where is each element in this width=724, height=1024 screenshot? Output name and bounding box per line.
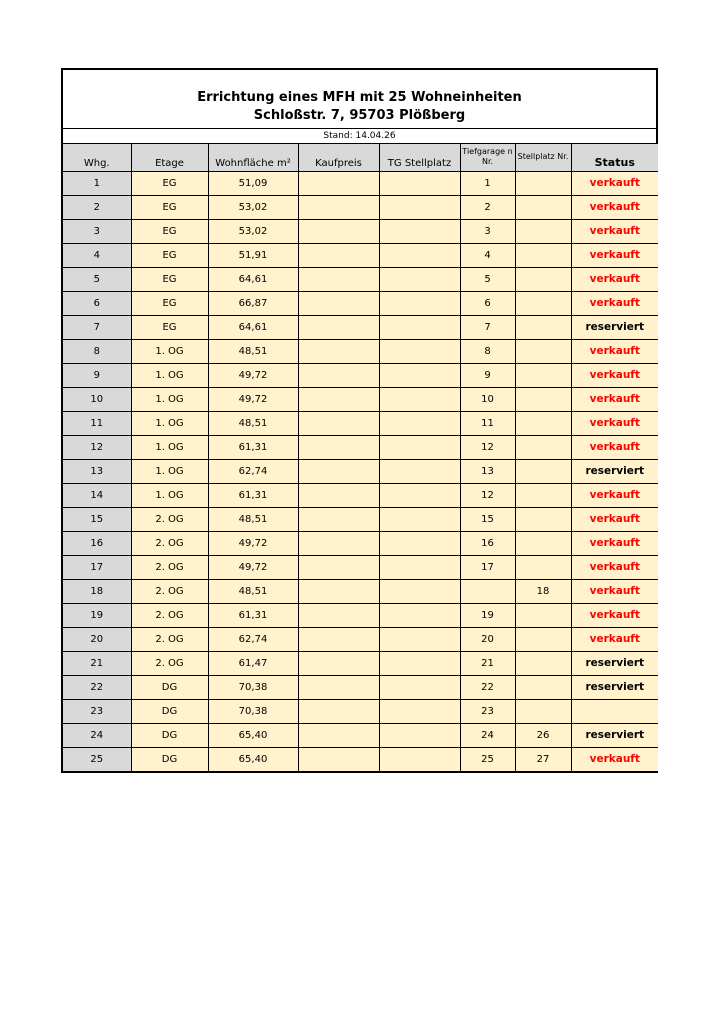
cell-wohnflaeche: 48,51 [208, 411, 298, 435]
table-row [63, 291, 658, 315]
cell-etage: 1. OG [131, 363, 208, 387]
table-row [63, 171, 658, 195]
table-row [63, 579, 658, 603]
cell-stellplatz-nr: 27 [515, 747, 571, 771]
cell-etage: DG [131, 675, 208, 699]
table-row [63, 195, 658, 219]
cell-status: reserviert [571, 651, 658, 675]
cell-tiefgarage-nr: 11 [460, 411, 515, 435]
cell-tiefgarage-nr: 13 [460, 459, 515, 483]
table-row [63, 267, 658, 291]
cell-kaufpreis [298, 459, 379, 483]
table-row [63, 411, 658, 435]
cell-tiefgarage-nr: 10 [460, 387, 515, 411]
cell-etage: EG [131, 219, 208, 243]
cell-wohnflaeche: 49,72 [208, 363, 298, 387]
cell-tg-stellplatz [379, 195, 460, 219]
cell-wohnflaeche: 51,91 [208, 243, 298, 267]
cell-wohnflaeche: 61,31 [208, 603, 298, 627]
cell-stellplatz-nr [515, 627, 571, 651]
cell-kaufpreis [298, 579, 379, 603]
cell-kaufpreis [298, 267, 379, 291]
cell-etage: 2. OG [131, 627, 208, 651]
cell-status: verkauft [571, 747, 658, 771]
cell-etage: 1. OG [131, 411, 208, 435]
cell-kaufpreis [298, 363, 379, 387]
col-header-status: Status [571, 144, 658, 171]
cell-etage: EG [131, 315, 208, 339]
cell-tg-stellplatz [379, 555, 460, 579]
cell-stellplatz-nr [515, 531, 571, 555]
cell-kaufpreis [298, 387, 379, 411]
cell-tg-stellplatz [379, 387, 460, 411]
cell-tg-stellplatz [379, 603, 460, 627]
cell-wohnflaeche: 65,40 [208, 723, 298, 747]
cell-etage: EG [131, 243, 208, 267]
cell-tiefgarage-nr: 7 [460, 315, 515, 339]
cell-wohnflaeche: 53,02 [208, 195, 298, 219]
cell-stellplatz-nr [515, 699, 571, 723]
cell-wohnflaeche: 62,74 [208, 627, 298, 651]
cell-kaufpreis [298, 531, 379, 555]
table-row [63, 459, 658, 483]
cell-kaufpreis [298, 675, 379, 699]
cell-tg-stellplatz [379, 363, 460, 387]
cell-whg: 24 [63, 723, 131, 747]
cell-status: verkauft [571, 219, 658, 243]
table-row [63, 723, 658, 747]
cell-tiefgarage-nr: 9 [460, 363, 515, 387]
cell-stellplatz-nr [515, 339, 571, 363]
cell-whg: 7 [63, 315, 131, 339]
cell-whg: 21 [63, 651, 131, 675]
cell-status: verkauft [571, 171, 658, 195]
table-row [63, 651, 658, 675]
cell-etage: EG [131, 171, 208, 195]
cell-tg-stellplatz [379, 411, 460, 435]
cell-whg: 9 [63, 363, 131, 387]
cell-whg: 1 [63, 171, 131, 195]
cell-whg: 13 [63, 459, 131, 483]
cell-whg: 12 [63, 435, 131, 459]
cell-tg-stellplatz [379, 699, 460, 723]
cell-tiefgarage-nr: 5 [460, 267, 515, 291]
cell-kaufpreis [298, 219, 379, 243]
cell-status: verkauft [571, 243, 658, 267]
cell-kaufpreis [298, 699, 379, 723]
cell-tg-stellplatz [379, 243, 460, 267]
cell-status: reserviert [571, 723, 658, 747]
col-header-kaufpreis: Kaufpreis [298, 144, 379, 171]
cell-tiefgarage-nr: 16 [460, 531, 515, 555]
table-row [63, 507, 658, 531]
table-row [63, 339, 658, 363]
cell-tiefgarage-nr: 21 [460, 651, 515, 675]
cell-kaufpreis [298, 291, 379, 315]
cell-status: verkauft [571, 483, 658, 507]
cell-kaufpreis [298, 747, 379, 771]
cell-status: verkauft [571, 387, 658, 411]
cell-stellplatz-nr [515, 315, 571, 339]
cell-wohnflaeche: 64,61 [208, 315, 298, 339]
cell-status: reserviert [571, 315, 658, 339]
cell-stellplatz-nr [515, 507, 571, 531]
cell-whg: 6 [63, 291, 131, 315]
cell-tiefgarage-nr: 8 [460, 339, 515, 363]
cell-tiefgarage-nr: 4 [460, 243, 515, 267]
cell-tiefgarage-nr: 2 [460, 195, 515, 219]
col-header-tg-stellplatz: TG Stellplatz [379, 144, 460, 171]
col-header-stellplatz-nr: Stellplatz Nr. [515, 144, 571, 171]
cell-whg: 15 [63, 507, 131, 531]
cell-whg: 16 [63, 531, 131, 555]
cell-tg-stellplatz [379, 219, 460, 243]
table-header-row [63, 144, 658, 171]
cell-tiefgarage-nr: 3 [460, 219, 515, 243]
stand-date: Stand: 14.04.26 [63, 129, 656, 144]
cell-stellplatz-nr [515, 267, 571, 291]
cell-wohnflaeche: 70,38 [208, 699, 298, 723]
title-block [63, 70, 656, 129]
cell-tg-stellplatz [379, 339, 460, 363]
table-row [63, 243, 658, 267]
cell-etage: EG [131, 195, 208, 219]
cell-tiefgarage-nr: 17 [460, 555, 515, 579]
price-list-sheet [61, 68, 658, 773]
cell-wohnflaeche: 65,40 [208, 747, 298, 771]
cell-wohnflaeche: 48,51 [208, 507, 298, 531]
cell-kaufpreis [298, 339, 379, 363]
cell-tg-stellplatz [379, 651, 460, 675]
cell-wohnflaeche: 51,09 [208, 171, 298, 195]
table-row [63, 699, 658, 723]
cell-etage: 2. OG [131, 651, 208, 675]
table-row [63, 747, 658, 771]
cell-kaufpreis [298, 195, 379, 219]
cell-status [571, 699, 658, 723]
cell-stellplatz-nr [515, 435, 571, 459]
cell-stellplatz-nr [515, 603, 571, 627]
cell-whg: 2 [63, 195, 131, 219]
cell-tg-stellplatz [379, 171, 460, 195]
cell-kaufpreis [298, 651, 379, 675]
cell-tiefgarage-nr: 15 [460, 507, 515, 531]
cell-etage: DG [131, 723, 208, 747]
cell-tg-stellplatz [379, 459, 460, 483]
cell-stellplatz-nr [515, 459, 571, 483]
cell-status: verkauft [571, 555, 658, 579]
cell-tiefgarage-nr [460, 579, 515, 603]
cell-wohnflaeche: 48,51 [208, 339, 298, 363]
cell-tg-stellplatz [379, 507, 460, 531]
cell-whg: 22 [63, 675, 131, 699]
cell-whg: 10 [63, 387, 131, 411]
cell-etage: DG [131, 747, 208, 771]
cell-status: reserviert [571, 459, 658, 483]
cell-stellplatz-nr [515, 219, 571, 243]
cell-tg-stellplatz [379, 531, 460, 555]
cell-stellplatz-nr [515, 291, 571, 315]
cell-tiefgarage-nr: 20 [460, 627, 515, 651]
cell-stellplatz-nr [515, 411, 571, 435]
cell-stellplatz-nr [515, 651, 571, 675]
cell-tg-stellplatz [379, 627, 460, 651]
cell-whg: 18 [63, 579, 131, 603]
cell-etage: 2. OG [131, 507, 208, 531]
cell-etage: 1. OG [131, 459, 208, 483]
col-header-whg: Whg. [63, 144, 131, 171]
cell-tg-stellplatz [379, 267, 460, 291]
cell-stellplatz-nr [515, 243, 571, 267]
cell-etage: 2. OG [131, 603, 208, 627]
cell-whg: 20 [63, 627, 131, 651]
cell-stellplatz-nr [515, 195, 571, 219]
cell-kaufpreis [298, 243, 379, 267]
cell-etage: DG [131, 699, 208, 723]
cell-etage: 2. OG [131, 531, 208, 555]
table-row [63, 531, 658, 555]
units-table [63, 144, 658, 771]
cell-status: verkauft [571, 339, 658, 363]
cell-status: verkauft [571, 195, 658, 219]
cell-status: verkauft [571, 603, 658, 627]
cell-wohnflaeche: 53,02 [208, 219, 298, 243]
cell-tiefgarage-nr: 12 [460, 483, 515, 507]
cell-stellplatz-nr [515, 555, 571, 579]
cell-status: verkauft [571, 267, 658, 291]
cell-stellplatz-nr [515, 483, 571, 507]
cell-whg: 25 [63, 747, 131, 771]
cell-whg: 3 [63, 219, 131, 243]
cell-tiefgarage-nr: 25 [460, 747, 515, 771]
cell-kaufpreis [298, 483, 379, 507]
cell-wohnflaeche: 62,74 [208, 459, 298, 483]
cell-tiefgarage-nr: 6 [460, 291, 515, 315]
cell-stellplatz-nr: 26 [515, 723, 571, 747]
cell-tg-stellplatz [379, 747, 460, 771]
cell-tg-stellplatz [379, 675, 460, 699]
cell-wohnflaeche: 70,38 [208, 675, 298, 699]
cell-status: verkauft [571, 435, 658, 459]
project-title: Errichtung eines MFH mit 25 Wohneinheiten [197, 90, 522, 105]
cell-tg-stellplatz [379, 483, 460, 507]
cell-kaufpreis [298, 627, 379, 651]
cell-status: reserviert [571, 675, 658, 699]
cell-etage: 1. OG [131, 339, 208, 363]
cell-whg: 17 [63, 555, 131, 579]
cell-etage: 2. OG [131, 579, 208, 603]
table-row [63, 363, 658, 387]
cell-kaufpreis [298, 411, 379, 435]
cell-stellplatz-nr: 18 [515, 579, 571, 603]
cell-stellplatz-nr [515, 387, 571, 411]
col-header-wohnflaeche: Wohnfläche m² [208, 144, 298, 171]
table-row [63, 555, 658, 579]
cell-whg: 19 [63, 603, 131, 627]
table-row [63, 483, 658, 507]
cell-etage: 1. OG [131, 435, 208, 459]
cell-status: verkauft [571, 363, 658, 387]
cell-kaufpreis [298, 435, 379, 459]
cell-tiefgarage-nr: 1 [460, 171, 515, 195]
cell-kaufpreis [298, 171, 379, 195]
cell-etage: 2. OG [131, 555, 208, 579]
table-row [63, 219, 658, 243]
table-row [63, 387, 658, 411]
cell-wohnflaeche: 64,61 [208, 267, 298, 291]
cell-status: verkauft [571, 507, 658, 531]
cell-stellplatz-nr [515, 363, 571, 387]
cell-tiefgarage-nr: 19 [460, 603, 515, 627]
table-row [63, 435, 658, 459]
cell-whg: 4 [63, 243, 131, 267]
cell-kaufpreis [298, 315, 379, 339]
cell-tiefgarage-nr: 23 [460, 699, 515, 723]
cell-whg: 14 [63, 483, 131, 507]
cell-wohnflaeche: 61,31 [208, 483, 298, 507]
cell-tiefgarage-nr: 12 [460, 435, 515, 459]
cell-tg-stellplatz [379, 579, 460, 603]
cell-whg: 8 [63, 339, 131, 363]
cell-wohnflaeche: 48,51 [208, 579, 298, 603]
cell-status: verkauft [571, 291, 658, 315]
cell-kaufpreis [298, 507, 379, 531]
cell-wohnflaeche: 49,72 [208, 531, 298, 555]
table-body [63, 171, 658, 771]
cell-etage: EG [131, 267, 208, 291]
cell-status: verkauft [571, 531, 658, 555]
cell-kaufpreis [298, 723, 379, 747]
table-row [63, 603, 658, 627]
col-header-etage: Etage [131, 144, 208, 171]
cell-wohnflaeche: 61,47 [208, 651, 298, 675]
cell-kaufpreis [298, 555, 379, 579]
cell-stellplatz-nr [515, 675, 571, 699]
cell-status: verkauft [571, 411, 658, 435]
cell-tiefgarage-nr: 24 [460, 723, 515, 747]
cell-status: verkauft [571, 579, 658, 603]
cell-wohnflaeche: 49,72 [208, 555, 298, 579]
cell-tg-stellplatz [379, 723, 460, 747]
project-address: Schloßstr. 7, 95703 Plößberg [253, 108, 466, 123]
cell-tg-stellplatz [379, 435, 460, 459]
table-row [63, 627, 658, 651]
cell-tg-stellplatz [379, 315, 460, 339]
cell-etage: EG [131, 291, 208, 315]
table-row [63, 675, 658, 699]
cell-stellplatz-nr [515, 171, 571, 195]
cell-whg: 11 [63, 411, 131, 435]
table-row [63, 315, 658, 339]
cell-tg-stellplatz [379, 291, 460, 315]
cell-wohnflaeche: 66,87 [208, 291, 298, 315]
cell-status: verkauft [571, 627, 658, 651]
cell-etage: 1. OG [131, 387, 208, 411]
cell-etage: 1. OG [131, 483, 208, 507]
cell-whg: 23 [63, 699, 131, 723]
cell-tiefgarage-nr: 22 [460, 675, 515, 699]
cell-kaufpreis [298, 603, 379, 627]
col-header-tiefgarage-nr: Tiefgarage n Nr. [460, 144, 515, 171]
cell-wohnflaeche: 61,31 [208, 435, 298, 459]
cell-wohnflaeche: 49,72 [208, 387, 298, 411]
cell-whg: 5 [63, 267, 131, 291]
